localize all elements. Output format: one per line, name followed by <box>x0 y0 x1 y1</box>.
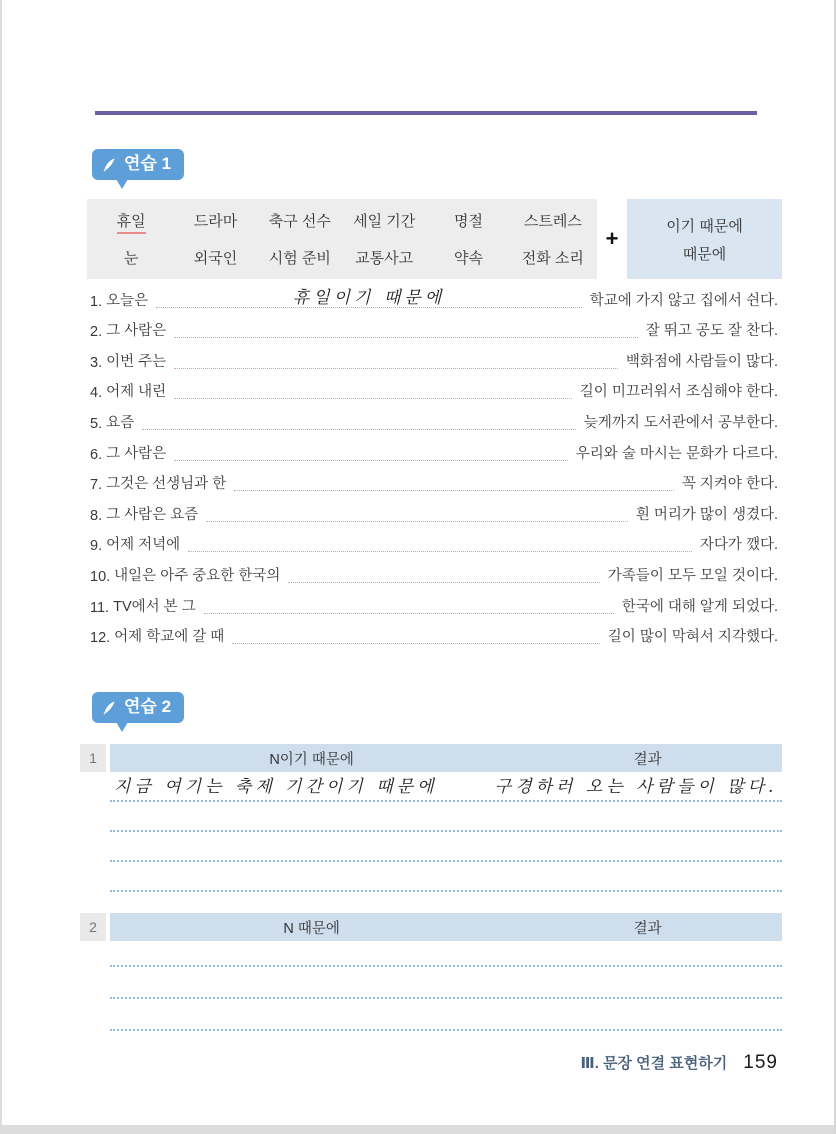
word-bank-item: 전화 소리 <box>521 250 584 267</box>
sentence-row <box>90 281 778 312</box>
sentence-row <box>90 312 778 343</box>
sentence-lead: 이번 주는 <box>106 353 167 370</box>
word-bank-section <box>87 199 782 279</box>
handwritten-result: 구경하러 오는 사람들이 많다. <box>494 777 778 797</box>
quill-icon <box>102 700 117 715</box>
handwritten-cause: 지금 여기는 축제 기간이기 때문에 <box>114 777 438 797</box>
sentence-lead: 그 사람은 요즘 <box>106 506 199 523</box>
answer-blank <box>234 490 674 491</box>
table-row-blank <box>110 941 782 967</box>
exercise2-table-2 <box>80 913 782 1031</box>
sentence-tail: 길이 미끄러워서 조심해야 한다. <box>579 384 778 401</box>
word-bank <box>87 199 597 279</box>
sentence-row <box>90 373 778 404</box>
sentence-number: 8. <box>90 507 103 524</box>
sentence-tail: 우리와 술 마시는 문화가 다르다. <box>575 445 778 462</box>
sentence-lead: 그것은 선생님과 한 <box>106 476 227 493</box>
sentence-number: 6. <box>90 446 103 463</box>
sentence-row <box>90 403 778 434</box>
footer-section-title: Ⅲ. 문장 연결 표현하기 <box>580 1055 728 1072</box>
word-bank-item: 명절 <box>454 213 483 230</box>
plus-icon: + <box>605 226 619 251</box>
sentence-number: 4. <box>90 385 103 402</box>
word-bank-item: 드라마 <box>193 213 238 230</box>
answer-blank <box>174 398 572 399</box>
table-row-blank <box>110 862 782 892</box>
pattern-line-1: 이기 때문에 <box>666 217 743 235</box>
word-bank-item: 시험 준비 <box>268 250 331 267</box>
answer-blank <box>288 582 599 583</box>
column-header-cause: N 때문에 <box>283 920 340 937</box>
answer-blank <box>174 368 618 369</box>
sentence-tail: 꼭 지켜야 한다. <box>681 476 778 493</box>
answer-blank <box>156 287 582 308</box>
sentence-number: 7. <box>90 477 103 494</box>
answer-blank <box>174 337 638 338</box>
exercise2-badge-label: 연습 2 <box>124 697 172 716</box>
sentence-row <box>90 618 778 649</box>
table-number: 2 <box>80 913 106 941</box>
table-header <box>80 744 782 772</box>
word-bank-item: 스트레스 <box>523 213 582 230</box>
exercise1-badge-label: 연습 1 <box>124 154 172 173</box>
sentence-lead: 요즘 <box>106 414 135 431</box>
top-divider <box>95 111 757 115</box>
table-row-blank <box>110 999 782 1031</box>
sentence-row <box>90 465 778 496</box>
sentence-tail: 한국에 대해 알게 되었다. <box>621 598 778 615</box>
sentence-tail: 자다가 깼다. <box>699 537 778 554</box>
answer-blank <box>232 643 599 644</box>
word-bank-item: 축구 선수 <box>268 213 331 230</box>
word-bank-item: 교통사고 <box>355 250 414 267</box>
sentence-lead: TV에서 본 그 <box>113 598 196 615</box>
word-bank-item: 눈 <box>123 250 139 267</box>
answer-blank <box>204 613 614 614</box>
exercise2-badge <box>92 692 184 723</box>
sentence-number: 11. <box>90 599 110 616</box>
sentence-tail: 잘 뛰고 공도 잘 찬다. <box>645 323 778 340</box>
sentence-number: 9. <box>90 538 103 555</box>
column-header-result: 결과 <box>633 920 662 937</box>
sentence-lead: 내일은 아주 중요한 한국의 <box>114 567 281 584</box>
table-row <box>110 772 782 802</box>
word-bank-item: 외국인 <box>193 250 238 267</box>
table-header <box>80 913 782 941</box>
sentence-tail: 늦게까지 도서관에서 공부한다. <box>583 414 778 431</box>
sentence-number: 12. <box>90 630 111 647</box>
page-footer <box>581 1052 778 1074</box>
sentence-tail: 가족들이 모두 모일 것이다. <box>607 567 778 584</box>
sentence-row <box>90 526 778 557</box>
table-row-blank <box>110 967 782 999</box>
pattern-line-2: 때문에 <box>682 245 727 263</box>
sentence-tail: 백화점에 사람들이 많다. <box>625 353 778 370</box>
sentence-lead: 오늘은 <box>106 292 149 309</box>
word-bank-item: 휴일 <box>117 210 146 234</box>
sentence-lead: 어제 내린 <box>106 384 167 401</box>
sentence-number: 5. <box>90 415 103 432</box>
grammar-pattern-box <box>627 199 782 279</box>
answer-blank <box>174 460 568 461</box>
sentence-lead: 어제 저녁에 <box>106 537 181 554</box>
exercise1-sentences <box>90 281 778 648</box>
exercise1-badge <box>92 149 184 180</box>
answer-blank <box>142 429 576 430</box>
sentence-row <box>90 495 778 526</box>
table-header-columns <box>110 744 782 772</box>
column-header-result: 결과 <box>633 751 662 768</box>
sentence-number: 10. <box>90 568 111 585</box>
answer-blank <box>188 551 692 552</box>
sentence-number: 1. <box>90 293 103 310</box>
sentence-tail: 흰 머리가 많이 생겼다. <box>635 506 778 523</box>
sentence-number: 2. <box>90 324 103 341</box>
table-number: 1 <box>80 744 106 772</box>
word-bank-item: 세일 기간 <box>353 213 416 230</box>
table-row-blank <box>110 802 782 832</box>
sentence-number: 3. <box>90 354 103 371</box>
footer-page-number: 159 <box>743 1052 778 1073</box>
exercise2-table-1 <box>80 744 782 892</box>
sentence-tail: 길이 많이 막혀서 지각했다. <box>607 629 778 646</box>
sentence-row <box>90 434 778 465</box>
table-row-blank <box>110 832 782 862</box>
sentence-row <box>90 587 778 618</box>
sentence-row <box>90 342 778 373</box>
page-bottom-edge <box>2 1125 834 1134</box>
table-header-columns <box>110 913 782 941</box>
sentence-lead: 그 사람은 <box>106 323 167 340</box>
sentence-lead: 그 사람은 <box>106 445 167 462</box>
word-bank-item: 약속 <box>454 250 483 267</box>
quill-icon <box>102 157 117 172</box>
sentence-row <box>90 556 778 587</box>
answer-blank <box>206 521 628 522</box>
sentence-lead: 어제 학교에 갈 때 <box>114 629 225 646</box>
column-header-cause: N이기 때문에 <box>269 751 354 768</box>
handwritten-answer: 휴일이기 때문에 <box>292 287 446 308</box>
sentence-tail: 학교에 가지 않고 집에서 쉰다. <box>589 292 778 309</box>
